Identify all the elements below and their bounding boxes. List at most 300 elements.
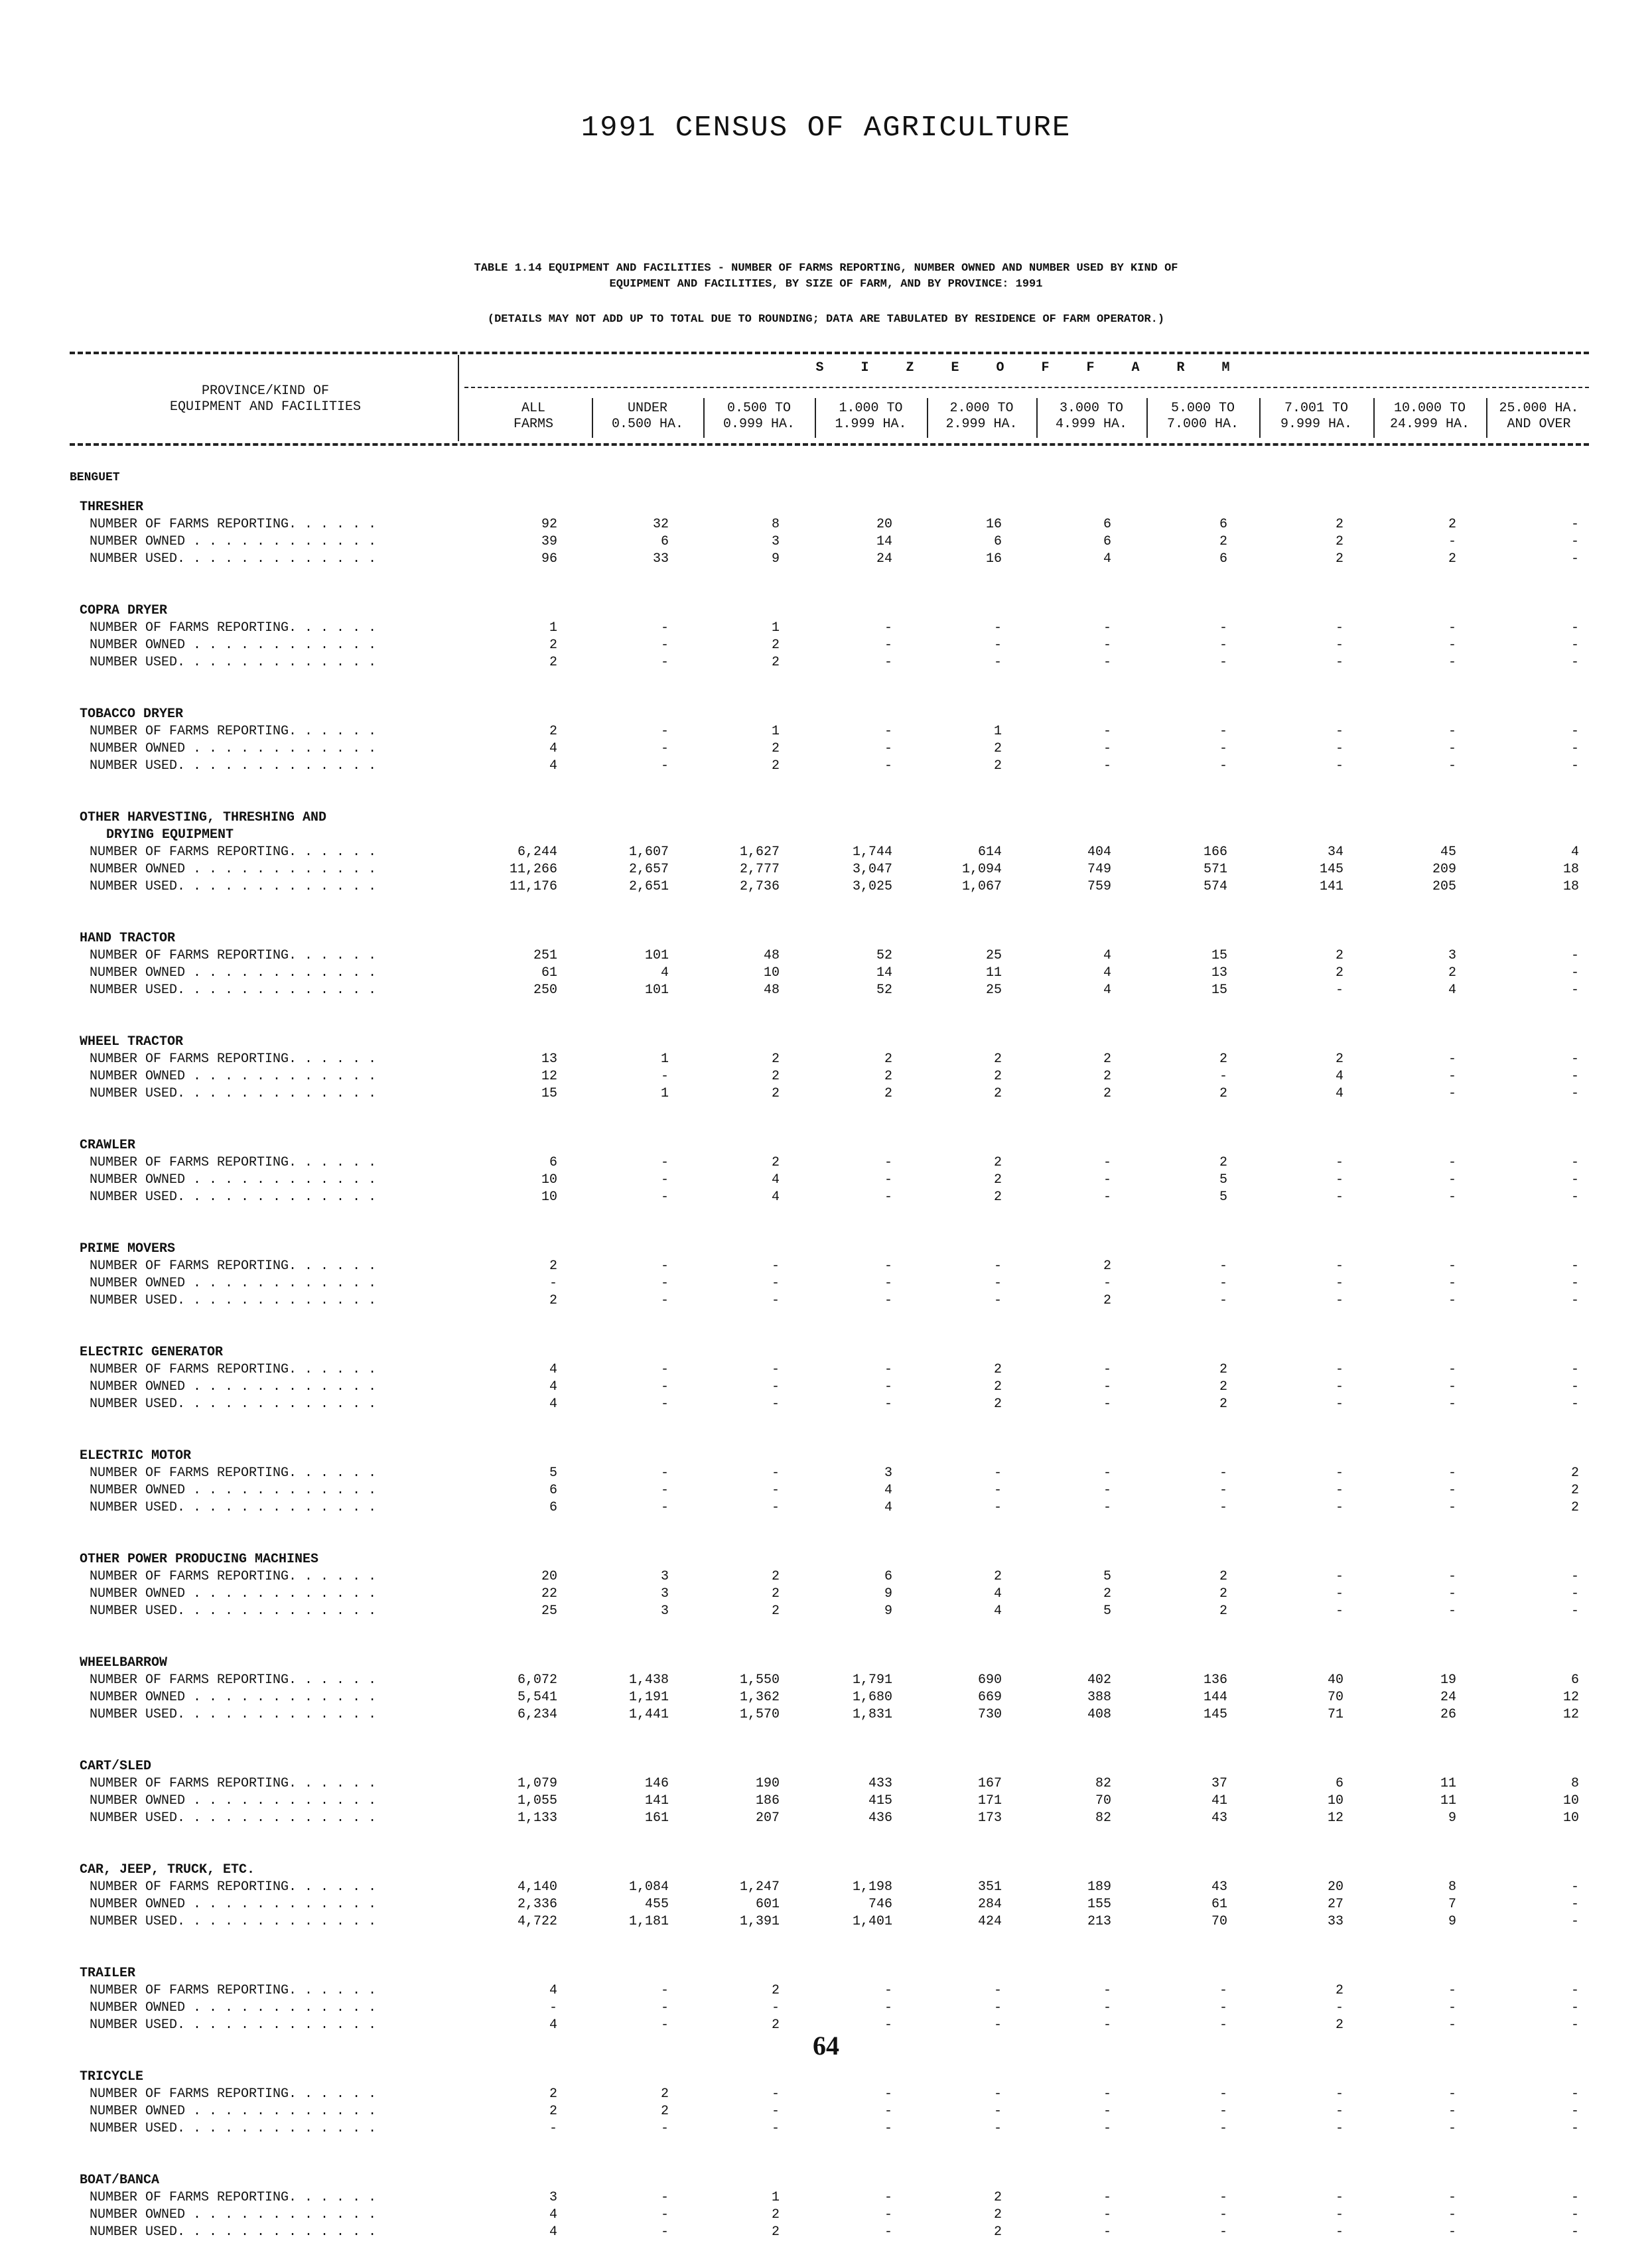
table-cell: - xyxy=(884,2017,892,2033)
table-cell: 8 xyxy=(771,517,780,532)
table-cell: 571 xyxy=(1203,862,1227,877)
table-cell: - xyxy=(1335,1276,1343,1291)
table-cell: - xyxy=(771,1465,780,1481)
table-row xyxy=(0,2086,1652,2103)
table-cell: 2 xyxy=(993,1155,1002,1170)
row-label: NUMBER OF FARMS REPORTING. . . . . . xyxy=(90,1155,377,1170)
table-cell: 3 xyxy=(884,1465,892,1481)
table-cell: - xyxy=(1335,2224,1343,2240)
table-cell: 3 xyxy=(660,1569,669,1584)
table-cell: - xyxy=(1335,1189,1343,1205)
table-cell: - xyxy=(1570,2086,1579,2102)
table-cell: 4 xyxy=(1448,983,1456,998)
row-label: NUMBER OWNED . . . . . . . . . . . . xyxy=(90,1793,377,1808)
table-cell: - xyxy=(1103,1155,1111,1170)
column-header-line: 24.999 HA. xyxy=(1389,417,1470,432)
category-heading xyxy=(0,1862,1652,1879)
row-label: NUMBER OF FARMS REPORTING. . . . . . xyxy=(90,620,377,636)
table-cell: - xyxy=(884,655,892,670)
table-cell: - xyxy=(1103,1483,1111,1498)
table-cell: - xyxy=(660,2207,669,2222)
table-cell: - xyxy=(771,1362,780,1377)
table-cell: 82 xyxy=(1095,1810,1111,1826)
table-cell: - xyxy=(1219,2224,1227,2240)
row-label: NUMBER OF FARMS REPORTING. . . . . . xyxy=(90,2190,377,2205)
table-cell: 33 xyxy=(1327,1914,1343,1929)
table-cell: 6,244 xyxy=(517,845,557,860)
row-label: NUMBER OF FARMS REPORTING. . . . . . xyxy=(90,1362,377,1377)
row-label: NUMBER OF FARMS REPORTING. . . . . . xyxy=(90,1569,377,1584)
table-cell: 2 xyxy=(1219,1362,1227,1377)
table-row xyxy=(0,1396,1652,1413)
table-row xyxy=(0,2189,1652,2207)
table-cell: 3 xyxy=(771,534,780,549)
table-cell: 2 xyxy=(993,1052,1002,1067)
table-cell: - xyxy=(1103,2000,1111,2015)
table-cell: 10 xyxy=(1562,1793,1579,1808)
table-cell: 186 xyxy=(755,1793,780,1808)
table-cell: - xyxy=(884,638,892,653)
row-label: NUMBER USED. . . . . . . . . . . . . xyxy=(90,655,377,670)
table-cell: 4 xyxy=(1103,983,1111,998)
table-row xyxy=(0,1068,1652,1085)
table-cell: 146 xyxy=(644,1776,669,1791)
table-cell: - xyxy=(1448,1983,1456,1998)
table-cell: - xyxy=(1219,2190,1227,2205)
table-cell: 2 xyxy=(1335,551,1343,567)
table-row xyxy=(0,1361,1652,1379)
table-row xyxy=(0,1465,1652,1482)
table-cell: - xyxy=(1570,655,1579,670)
table-cell: 2 xyxy=(1448,551,1456,567)
table-cell: - xyxy=(1448,1569,1456,1584)
table-cell: 1 xyxy=(771,2190,780,2205)
table-cell: 6 xyxy=(1335,1776,1343,1791)
table-cell: 1,438 xyxy=(628,1672,669,1688)
table-cell: 6 xyxy=(1570,1672,1579,1688)
table-cell: 1,680 xyxy=(852,1690,892,1705)
table-cell: 2 xyxy=(660,2086,669,2102)
table-cell: - xyxy=(884,1155,892,1170)
table-cell: 669 xyxy=(977,1690,1002,1705)
table-cell: 1,067 xyxy=(961,879,1002,894)
row-label: NUMBER OF FARMS REPORTING. . . . . . xyxy=(90,724,377,739)
table-cell: 52 xyxy=(876,983,892,998)
category-heading xyxy=(0,1241,1652,1258)
table-cell: 16 xyxy=(985,517,1002,532)
table-row xyxy=(0,1810,1652,1827)
table-cell: 3 xyxy=(1448,948,1456,963)
table-cell: - xyxy=(1448,2207,1456,2222)
table-cell: 2 xyxy=(1335,517,1343,532)
row-label: NUMBER USED. . . . . . . . . . . . . xyxy=(90,1603,377,1619)
table-cell: - xyxy=(1103,1500,1111,1515)
table-cell: - xyxy=(1570,2104,1579,2119)
table-cell: 1,181 xyxy=(628,1914,669,1929)
table-cell: - xyxy=(1448,1396,1456,1412)
table-cell: - xyxy=(993,2000,1002,2015)
table-row xyxy=(0,844,1652,861)
table-cell: - xyxy=(771,2086,780,2102)
table-cell: 2 xyxy=(549,724,557,739)
table-cell: 32 xyxy=(652,517,669,532)
region-name: BENGUET xyxy=(70,471,120,484)
table-cell: 1 xyxy=(771,724,780,739)
table-cell: - xyxy=(1103,655,1111,670)
table-cell: 351 xyxy=(977,1879,1002,1895)
table-cell: - xyxy=(1103,1189,1111,1205)
table-cell: 2 xyxy=(1335,534,1343,549)
table-cell: - xyxy=(660,1379,669,1394)
table-row xyxy=(0,1172,1652,1189)
table-cell: 284 xyxy=(977,1897,1002,1912)
table-cell: - xyxy=(660,2121,669,2136)
table-cell: - xyxy=(1103,1983,1111,1998)
row-label: NUMBER USED. . . . . . . . . . . . . xyxy=(90,879,377,894)
table-cell: - xyxy=(884,2086,892,2102)
table-cell: 408 xyxy=(1087,1707,1111,1722)
category-name: CAR, JEEP, TRUCK, ETC. xyxy=(80,1862,255,1877)
table-cell: 4 xyxy=(771,1189,780,1205)
table-cell: 2 xyxy=(771,1983,780,1998)
table-cell: 2 xyxy=(549,2104,557,2119)
table-cell: - xyxy=(1448,741,1456,756)
table-cell: - xyxy=(1335,1396,1343,1412)
table-cell: - xyxy=(771,1379,780,1394)
table-cell: - xyxy=(1448,1293,1456,1308)
row-label: NUMBER OWNED . . . . . . . . . . . . xyxy=(90,2207,377,2222)
table-cell: 2 xyxy=(771,1069,780,1084)
table-cell: 61 xyxy=(1211,1897,1227,1912)
table-cell: 2 xyxy=(884,1086,892,1101)
category-name: HAND TRACTOR xyxy=(80,931,176,946)
category-name: DRYING EQUIPMENT xyxy=(106,827,234,843)
row-label: NUMBER OWNED . . . . . . . . . . . . xyxy=(90,534,377,549)
table-row xyxy=(0,2000,1652,2017)
row-label: NUMBER OF FARMS REPORTING. . . . . . xyxy=(90,948,377,963)
table-cell: - xyxy=(1448,1258,1456,1274)
table-cell: - xyxy=(1570,2121,1579,2136)
table-cell: - xyxy=(1448,1465,1456,1481)
table-cell: 2 xyxy=(1219,1396,1227,1412)
table-cell: 10 xyxy=(1562,1810,1579,1826)
table-cell: - xyxy=(1448,2017,1456,2033)
table-cell: 48 xyxy=(763,983,780,998)
table-cell: - xyxy=(1448,534,1456,549)
table-cell: - xyxy=(1570,1603,1579,1619)
table-cell: 3 xyxy=(660,1586,669,1601)
table-cell: - xyxy=(1335,1569,1343,1584)
table-cell: - xyxy=(1219,1069,1227,1084)
table-cell: 205 xyxy=(1432,879,1456,894)
table-cell: 2 xyxy=(993,1069,1002,1084)
table-cell: 2,736 xyxy=(739,879,780,894)
table-cell: 4 xyxy=(660,965,669,981)
column-header-line: 7.000 HA. xyxy=(1166,417,1239,432)
table-cell: - xyxy=(1219,620,1227,636)
table-cell: 45 xyxy=(1440,845,1456,860)
table-row xyxy=(0,1379,1652,1396)
table-cell: 11 xyxy=(985,965,1002,981)
table-cell: 2 xyxy=(771,1052,780,1067)
table-cell: 4 xyxy=(993,1586,1002,1601)
table-cell: 4 xyxy=(549,2207,557,2222)
province-column-header: PROVINCE/KIND OF EQUIPMENT AND FACILITIES xyxy=(169,383,362,415)
category-name: TRICYCLE xyxy=(80,2069,144,2084)
table-row xyxy=(0,2224,1652,2241)
category-heading-continued xyxy=(0,827,1652,844)
column-header-line: 10.000 TO xyxy=(1393,401,1466,416)
table-cell: - xyxy=(884,741,892,756)
table-cell: 209 xyxy=(1432,862,1456,877)
table-cell: 2 xyxy=(771,1569,780,1584)
table-cell: 2 xyxy=(549,655,557,670)
table-cell: - xyxy=(1570,1276,1579,1291)
table-cell: - xyxy=(1570,551,1579,567)
table-cell: 43 xyxy=(1211,1879,1227,1895)
table-cell: 26 xyxy=(1440,1707,1456,1722)
category-name: CART/SLED xyxy=(80,1759,152,1774)
table-cell: 2 xyxy=(1335,2017,1343,2033)
table-cell: 1,133 xyxy=(517,1810,557,1826)
table-cell: - xyxy=(660,724,669,739)
table-cell: 10 xyxy=(763,965,780,981)
table-cell: - xyxy=(1570,517,1579,532)
table-cell: 4 xyxy=(549,1379,557,1394)
table-row xyxy=(0,1793,1652,1810)
table-cell: - xyxy=(1335,655,1343,670)
table-cell: 9 xyxy=(1448,1810,1456,1826)
table-cell: 8 xyxy=(1448,1879,1456,1895)
table-cell: - xyxy=(884,2121,892,2136)
table-cell: - xyxy=(1219,2000,1227,2015)
table-cell: - xyxy=(1103,1172,1111,1188)
table-cell: 19 xyxy=(1440,1672,1456,1688)
table-cell: - xyxy=(1570,1569,1579,1584)
table-cell: - xyxy=(1103,2104,1111,2119)
table-cell: - xyxy=(771,2104,780,2119)
table-cell: - xyxy=(1335,1362,1343,1377)
table-row xyxy=(0,1275,1652,1292)
table-cell: 20 xyxy=(876,517,892,532)
table-cell: - xyxy=(1219,741,1227,756)
table-cell: - xyxy=(660,1189,669,1205)
table-cell: - xyxy=(1448,2224,1456,2240)
table-cell: 2 xyxy=(993,2207,1002,2222)
table-cell: 2 xyxy=(993,758,1002,774)
table-cell: - xyxy=(1219,638,1227,653)
table-cell: - xyxy=(1103,2207,1111,2222)
table-cell: 614 xyxy=(977,845,1002,860)
table-cell: - xyxy=(1103,758,1111,774)
table-row xyxy=(0,1775,1652,1793)
table-cell: 15 xyxy=(541,1086,557,1101)
table-cell: - xyxy=(660,2224,669,2240)
table-cell: 6 xyxy=(1219,551,1227,567)
table-cell: 2 xyxy=(884,1069,892,1084)
table-cell: - xyxy=(1570,2000,1579,2015)
table-cell: 5 xyxy=(549,1465,557,1481)
table-cell: 70 xyxy=(1327,1690,1343,1705)
category-name: TRAILER xyxy=(80,1966,136,1981)
table-row xyxy=(0,758,1652,775)
table-cell: - xyxy=(884,2104,892,2119)
table-cell: 2 xyxy=(993,1362,1002,1377)
table-cell: - xyxy=(884,1983,892,1998)
table-cell: 1,607 xyxy=(628,845,669,860)
row-label: NUMBER OWNED . . . . . . . . . . . . xyxy=(90,1586,377,1601)
table-cell: - xyxy=(1448,1052,1456,1067)
table-cell: - xyxy=(771,1258,780,1274)
table-cell: 167 xyxy=(977,1776,1002,1791)
table-cell: 2 xyxy=(1448,517,1456,532)
table-cell: - xyxy=(993,1483,1002,1498)
table-cell: - xyxy=(993,1276,1002,1291)
table-cell: 171 xyxy=(977,1793,1002,1808)
row-label: NUMBER USED. . . . . . . . . . . . . xyxy=(90,2017,377,2033)
table-cell: - xyxy=(993,2121,1002,2136)
table-cell: - xyxy=(660,1293,669,1308)
row-label: NUMBER USED. . . . . . . . . . . . . xyxy=(90,1086,377,1101)
column-header-line: ALL xyxy=(521,401,545,416)
table-cell: - xyxy=(884,1276,892,1291)
row-label: NUMBER USED. . . . . . . . . . . . . xyxy=(90,983,377,998)
table-cell: 2 xyxy=(1219,1569,1227,1584)
category-heading xyxy=(0,1758,1652,1775)
table-cell: - xyxy=(1219,758,1227,774)
row-label: NUMBER USED. . . . . . . . . . . . . xyxy=(90,2224,377,2240)
column-header-line: 4.999 HA. xyxy=(1055,417,1128,432)
category-heading xyxy=(0,1137,1652,1154)
row-label: NUMBER OWNED . . . . . . . . . . . . xyxy=(90,2104,377,2119)
table-cell: 4 xyxy=(549,1983,557,1998)
table-row xyxy=(0,620,1652,637)
table-cell: - xyxy=(1103,2224,1111,2240)
table-cell: 6 xyxy=(660,534,669,549)
table-cell: 145 xyxy=(1203,1707,1227,1722)
table-cell: 2 xyxy=(884,1052,892,1067)
table-cell: - xyxy=(1219,1483,1227,1498)
category-heading xyxy=(0,1344,1652,1361)
row-label: NUMBER OF FARMS REPORTING. . . . . . xyxy=(90,1052,377,1067)
table-cell: 2 xyxy=(1103,1586,1111,1601)
category-name: THRESHER xyxy=(80,500,144,515)
table-cell: 11 xyxy=(1440,1776,1456,1791)
table-cell: - xyxy=(1103,2190,1111,2205)
column-header-line: 7.001 TO xyxy=(1284,401,1348,416)
table-cell: - xyxy=(993,1465,1002,1481)
table-row xyxy=(0,1603,1652,1620)
table-cell: - xyxy=(1103,2017,1111,2033)
table-cell: 5 xyxy=(1219,1189,1227,1205)
table-cell: - xyxy=(771,1276,780,1291)
table-cell: - xyxy=(660,1483,669,1498)
table-cell: - xyxy=(1570,1086,1579,1101)
table-cell: 4 xyxy=(1335,1086,1343,1101)
table-cell: 5 xyxy=(1219,1172,1227,1188)
table-cell: 2 xyxy=(993,1569,1002,1584)
caption-line-1: TABLE 1.14 EQUIPMENT AND FACILITIES - NUMBER OF FARMS REPORTING, NUMBER OWNED AND NUMBER USED BY KIND OF xyxy=(474,262,1178,275)
row-label: NUMBER USED. . . . . . . . . . . . . xyxy=(90,1396,377,1412)
row-label: NUMBER USED. . . . . . . . . . . . . xyxy=(90,1500,377,1515)
row-label: NUMBER USED. . . . . . . . . . . . . xyxy=(90,2121,377,2136)
table-cell: - xyxy=(660,1500,669,1515)
table-cell: 39 xyxy=(541,534,557,549)
table-cell: 4 xyxy=(1103,948,1111,963)
table-cell: - xyxy=(660,1069,669,1084)
table-cell: 9 xyxy=(884,1603,892,1619)
table-cell: 173 xyxy=(977,1810,1002,1826)
table-cell: 101 xyxy=(644,948,669,963)
table-cell: 2 xyxy=(1570,1500,1579,1515)
table-cell: 10 xyxy=(1327,1793,1343,1808)
table-cell: 436 xyxy=(868,1810,892,1826)
table-cell: - xyxy=(1335,1172,1343,1188)
table-cell: - xyxy=(1570,1069,1579,1084)
table-row xyxy=(0,1982,1652,2000)
category-name: OTHER POWER PRODUCING MACHINES xyxy=(80,1552,319,1567)
column-header-line: AND OVER xyxy=(1507,417,1571,432)
table-cell: 2 xyxy=(771,2017,780,2033)
table-cell: 1,627 xyxy=(739,845,780,860)
table-cell: - xyxy=(1335,2000,1343,2015)
table-cell: 1,441 xyxy=(628,1707,669,1722)
table-cell: 690 xyxy=(977,1672,1002,1688)
table-cell: 5 xyxy=(1103,1569,1111,1584)
table-cell: 2 xyxy=(771,758,780,774)
table-cell: 101 xyxy=(644,983,669,998)
table-cell: 2 xyxy=(771,1155,780,1170)
column-header-line: 2.000 TO xyxy=(949,401,1014,416)
table-row xyxy=(0,1586,1652,1603)
category-name: COPRA DRYER xyxy=(80,603,168,618)
table-cell: - xyxy=(884,724,892,739)
table-cell: 404 xyxy=(1087,845,1111,860)
table-cell: - xyxy=(993,620,1002,636)
table-cell: - xyxy=(1448,1603,1456,1619)
table-cell: - xyxy=(1570,638,1579,653)
row-label: NUMBER OF FARMS REPORTING. . . . . . xyxy=(90,1465,377,1481)
table-cell: 10 xyxy=(541,1189,557,1205)
category-name: BOAT/BANCA xyxy=(80,2173,160,2188)
table-cell: 52 xyxy=(876,948,892,963)
table-cell: 1,391 xyxy=(739,1914,780,1929)
table-cell: - xyxy=(549,1276,557,1291)
row-label: NUMBER OWNED . . . . . . . . . . . . xyxy=(90,638,377,653)
table-cell: - xyxy=(660,1362,669,1377)
table-cell: 33 xyxy=(652,551,669,567)
table-cell: - xyxy=(1103,1396,1111,1412)
table-row xyxy=(0,965,1652,982)
table-cell: 2 xyxy=(771,1603,780,1619)
table-cell: - xyxy=(1448,655,1456,670)
table-cell: - xyxy=(1570,1362,1579,1377)
table-row xyxy=(0,1154,1652,1172)
category-heading xyxy=(0,1448,1652,1465)
table-cell: - xyxy=(660,1172,669,1188)
table-cell: - xyxy=(1103,2121,1111,2136)
table-row xyxy=(0,1258,1652,1275)
table-cell: 12 xyxy=(1327,1810,1343,1826)
table-cell: 25 xyxy=(541,1603,557,1619)
table-cell: 2 xyxy=(993,1396,1002,1412)
table-cell: 2 xyxy=(1219,1379,1227,1394)
table-cell: - xyxy=(771,2000,780,2015)
table-cell: - xyxy=(1103,2086,1111,2102)
table-cell: 2 xyxy=(1335,1052,1343,1067)
table-cell: 27 xyxy=(1327,1897,1343,1912)
table-cell: 11,176 xyxy=(509,879,557,894)
